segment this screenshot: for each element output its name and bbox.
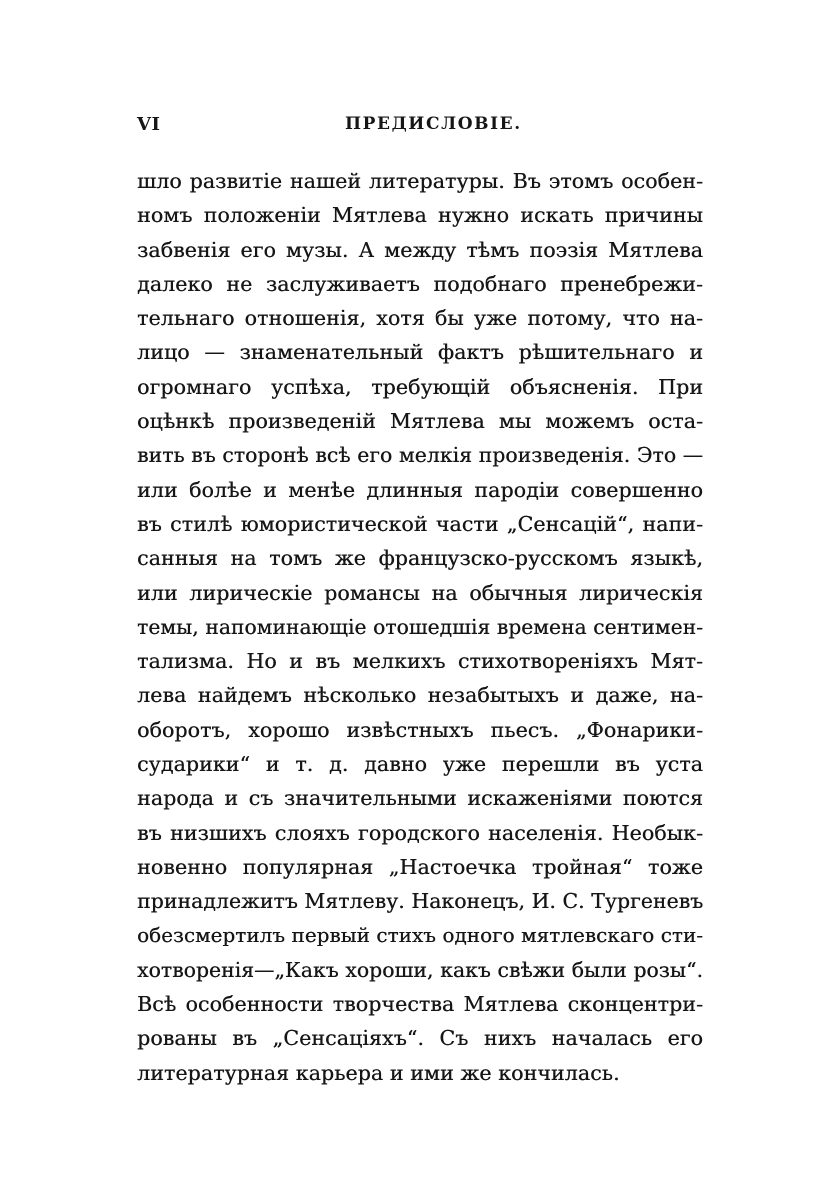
text-line: Всѣ особенности творчества Мятлева сконцентри-	[137, 992, 703, 1017]
running-title: ПРЕДИСЛОВІЕ.	[345, 114, 522, 134]
text-line: номъ положеніи Мятлева нужно искать причины	[137, 203, 703, 228]
text-line: въ низшихъ слояхъ городского населенія. Необык-	[137, 820, 703, 845]
text-line: или лирическіе романсы на обычныя лирическія	[137, 580, 703, 605]
text-line: санныя на томъ же французско-русскомъ языкѣ,	[137, 546, 703, 571]
text-line: забвенія его музы. А между тѣмъ поэзія Мятлева	[137, 237, 703, 262]
text-line: въ стилѣ юмористической части „Сенсацій“, напи-	[137, 511, 703, 536]
text-line: сударики“ и т. д. давно уже перешли въ уста	[137, 752, 703, 777]
text-line: темы, напоминающіе отошедшія времена сентимен-	[137, 614, 703, 639]
text-line: огромнаго успѣха, требующій объясненія. При	[137, 374, 703, 399]
text-line: новенно популярная „Настоечка тройная“ тоже	[137, 854, 703, 879]
text-line: рованы въ „Сенсаціяхъ“. Съ нихъ началась его	[137, 1026, 703, 1051]
text-line: лицо — знаменательный фактъ рѣшительнаго и	[137, 340, 703, 365]
text-line: литературная карьера и ими же кончилась.	[137, 1060, 620, 1085]
text-line: народа и съ значительными искаженіями поются	[137, 786, 703, 811]
text-line: вить въ сторонѣ всѣ его мелкія произведенія. Это —	[137, 443, 703, 468]
body-text	[137, 164, 703, 1090]
page-header	[137, 114, 703, 144]
text-line: принадлежитъ Мятлеву. Наконецъ, И. С. Тургеневъ	[137, 889, 704, 914]
page-number: VI	[137, 114, 161, 135]
text-line: хотворенія—„Какъ хороши, какъ свѣжи были розы“.	[137, 957, 703, 982]
text-line: или болѣе и менѣе длинныя пародіи совершенно	[137, 477, 703, 502]
text-line: шло развитіе нашей литературы. Въ этомъ особен-	[137, 169, 703, 193]
text-line: далеко не заслуживаетъ подобнаго пренебрежи-	[137, 271, 703, 296]
text-line: лева найдемъ нѣсколько незабытыхъ и даже, на-	[137, 683, 703, 708]
text-line: обезсмертилъ первый стихъ одного мятлевскаго сти-	[137, 923, 703, 947]
text-line: тализма. Но и въ мелкихъ стихотвореніяхъ Мят-	[137, 649, 703, 674]
text-line: тельнаго отношенія, хотя бы уже потому, что на-	[137, 306, 703, 331]
text-line: оборотъ, хорошо извѣстныхъ пьесъ. „Фонарики-	[137, 717, 703, 742]
text-line: оцѣнкѣ произведеній Мятлева мы можемъ оста-	[137, 409, 703, 434]
